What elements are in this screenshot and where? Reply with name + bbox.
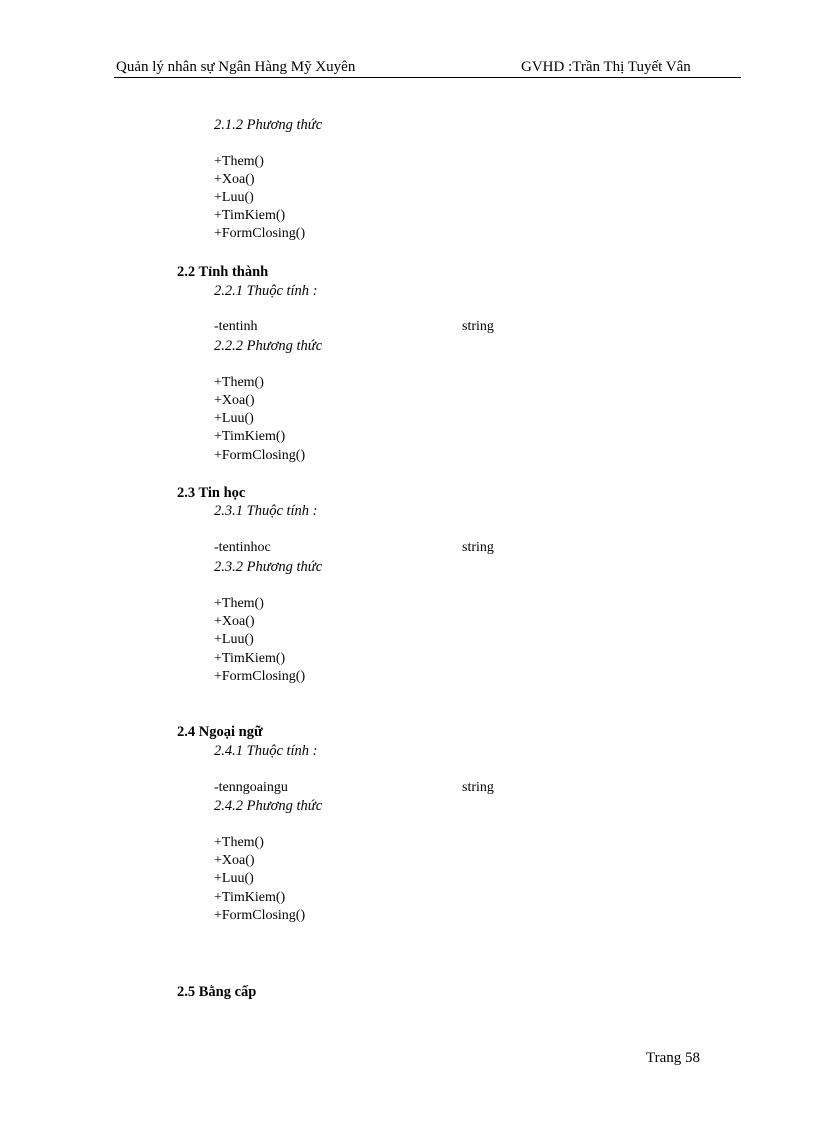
attribute-name: -tentinhoc bbox=[214, 540, 271, 555]
method-item: +FormClosing() bbox=[214, 448, 306, 463]
header-divider bbox=[114, 77, 741, 78]
method-item: +Xoa() bbox=[214, 614, 255, 629]
subsection-heading: 2.3.2 Phương thức bbox=[214, 559, 323, 575]
method-item: +Luu() bbox=[214, 632, 254, 647]
method-item: +FormClosing() bbox=[214, 226, 306, 241]
method-item: +Xoa() bbox=[214, 393, 255, 408]
subsection-heading: 2.3.1 Thuộc tính : bbox=[214, 503, 318, 519]
method-item: +FormClosing() bbox=[214, 908, 306, 923]
page-number: Trang 58 bbox=[646, 1050, 701, 1066]
attribute-name: -tenngoaingu bbox=[214, 780, 288, 795]
subsection-heading: 2.2.2 Phương thức bbox=[214, 338, 323, 354]
method-item: +TimKiem() bbox=[214, 651, 286, 666]
method-item: +Them() bbox=[214, 375, 264, 390]
method-item: +Them() bbox=[214, 835, 264, 850]
method-item: +Xoa() bbox=[214, 853, 255, 868]
method-item: +Luu() bbox=[214, 871, 254, 886]
method-item: +TimKiem() bbox=[214, 890, 286, 905]
subsection-heading: 2.2.1 Thuộc tính : bbox=[214, 283, 318, 299]
subsection-heading: 2.4.2 Phương thức bbox=[214, 798, 323, 814]
header-title: Quản lý nhân sự Ngân Hàng Mỹ Xuyên bbox=[116, 59, 356, 75]
attribute-type: string bbox=[462, 780, 494, 795]
method-item: +Them() bbox=[214, 154, 264, 169]
method-item: +Luu() bbox=[214, 190, 254, 205]
subsection-heading: 2.4.1 Thuộc tính : bbox=[214, 743, 318, 759]
section-heading: 2.3 Tin học bbox=[177, 485, 246, 501]
section-heading: 2.5 Bằng cấp bbox=[177, 984, 257, 1000]
method-item: +Luu() bbox=[214, 411, 254, 426]
attribute-type: string bbox=[462, 319, 494, 334]
method-item: +TimKiem() bbox=[214, 208, 286, 223]
attribute-name: -tentinh bbox=[214, 319, 258, 334]
subsection-heading: 2.1.2 Phương thức bbox=[214, 117, 323, 133]
method-item: +Them() bbox=[214, 596, 264, 611]
section-heading: 2.4 Ngoại ngữ bbox=[177, 724, 263, 740]
method-item: +Xoa() bbox=[214, 172, 255, 187]
section-heading: 2.2 Tỉnh thành bbox=[177, 264, 269, 280]
method-item: +TimKiem() bbox=[214, 429, 286, 444]
method-item: +FormClosing() bbox=[214, 669, 306, 684]
header-instructor: GVHD :Trần Thị Tuyết Vân bbox=[521, 59, 691, 75]
attribute-type: string bbox=[462, 540, 494, 555]
